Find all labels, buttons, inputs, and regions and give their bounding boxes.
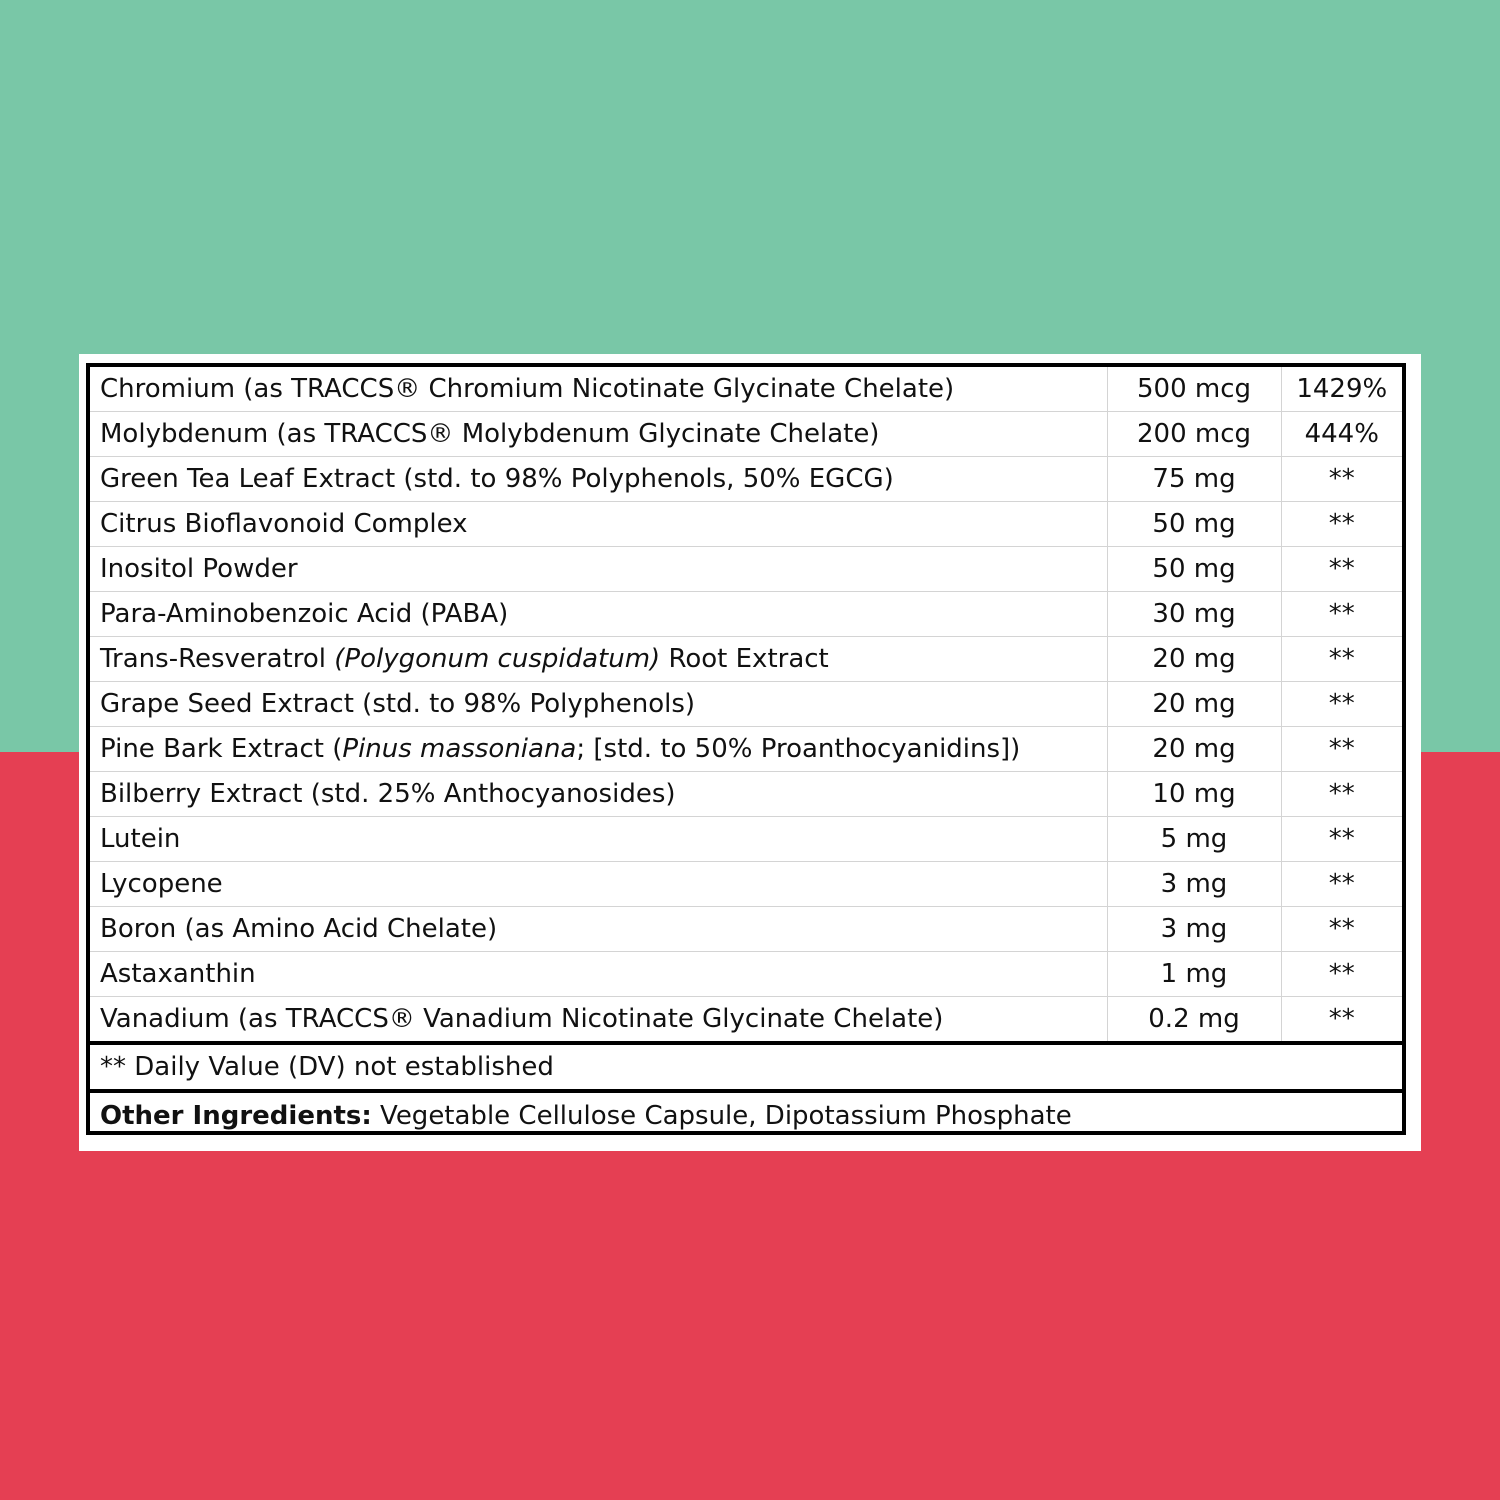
ingredient-amount: 20 mg (1107, 682, 1281, 727)
ingredient-amount: 1 mg (1107, 952, 1281, 997)
ingredient-amount: 20 mg (1107, 727, 1281, 772)
supplement-facts-panel (86, 363, 1406, 1135)
table-row (90, 907, 1402, 952)
name-part: Pine Bark Extract ( (100, 734, 343, 764)
latin-name: (Polygonum cuspidatum) (334, 644, 661, 674)
ingredient-amount: 30 mg (1107, 592, 1281, 637)
ingredient-dv: ** (1281, 592, 1402, 637)
ingredient-amount: 10 mg (1107, 772, 1281, 817)
ingredient-amount: 3 mg (1107, 907, 1281, 952)
name-part: Root Extract (660, 644, 829, 674)
other-ingredients-label: Other Ingredients: (100, 1101, 372, 1131)
ingredient-name: Chromium (as TRACCS® Chromium Nicotinate Glycinate Chelate) (90, 367, 1107, 412)
ingredient-dv: ** (1281, 637, 1402, 682)
ingredient-amount: 500 mcg (1107, 367, 1281, 412)
ingredient-name: Lutein (90, 817, 1107, 862)
ingredient-dv: ** (1281, 502, 1402, 547)
ingredient-name: Citrus Bioflavonoid Complex (90, 502, 1107, 547)
table-row (90, 817, 1402, 862)
table-row (90, 547, 1402, 592)
ingredient-name: Inositol Powder (90, 547, 1107, 592)
ingredient-amount: 5 mg (1107, 817, 1281, 862)
ingredient-name: Bilberry Extract (std. 25% Anthocyanosides) (90, 772, 1107, 817)
table-row (90, 457, 1402, 502)
ingredient-dv: ** (1281, 772, 1402, 817)
name-part: ; [std. to 50% Proanthocyanidins]) (576, 734, 1021, 764)
other-ingredients-text: Vegetable Cellulose Capsule, Dipotassium Phosphate (371, 1101, 1072, 1131)
table-row (90, 412, 1402, 457)
ingredient-dv: ** (1281, 682, 1402, 727)
table-row (90, 367, 1402, 412)
ingredient-amount: 20 mg (1107, 637, 1281, 682)
ingredient-dv: ** (1281, 817, 1402, 862)
table-row (90, 727, 1402, 772)
ingredient-dv: 444% (1281, 412, 1402, 457)
other-ingredients (90, 1093, 1402, 1140)
ingredient-dv: ** (1281, 907, 1402, 952)
ingredient-amount: 50 mg (1107, 547, 1281, 592)
ingredient-dv: ** (1281, 547, 1402, 592)
table-row (90, 637, 1402, 682)
table-row (90, 952, 1402, 997)
ingredient-amount: 75 mg (1107, 457, 1281, 502)
ingredient-name: Vanadium (as TRACCS® Vanadium Nicotinate Glycinate Chelate) (100, 1004, 944, 1034)
table-row (90, 502, 1402, 547)
ingredient-name: Grape Seed Extract (std. to 98% Polyphenols) (90, 682, 1107, 727)
ingredient-name (90, 637, 1107, 682)
ingredient-dv: ** (1281, 727, 1402, 772)
ingredient-dv: ** (1328, 1004, 1355, 1034)
footnote: ** Daily Value (DV) not established (100, 1052, 554, 1082)
ingredients-table (90, 367, 1402, 1041)
ingredient-name: Lycopene (90, 862, 1107, 907)
ingredient-dv: ** (1281, 457, 1402, 502)
table-row (90, 682, 1402, 727)
ingredient-dv: 1429% (1281, 367, 1402, 412)
ingredient-name: Molybdenum (as TRACCS® Molybdenum Glycinate Chelate) (90, 412, 1107, 457)
ingredient-name (90, 727, 1107, 772)
ingredient-amount: 50 mg (1107, 502, 1281, 547)
ingredient-dv: ** (1281, 952, 1402, 997)
table-row (90, 862, 1402, 907)
name-part: Trans-Resveratrol (100, 644, 335, 674)
ingredient-name: Para-Aminobenzoic Acid (PABA) (90, 592, 1107, 637)
table-row (90, 772, 1402, 817)
ingredient-name: Astaxanthin (90, 952, 1107, 997)
ingredient-name: Boron (as Amino Acid Chelate) (90, 907, 1107, 952)
ingredient-amount: 200 mcg (1107, 412, 1281, 457)
table-row (90, 592, 1402, 637)
supplement-facts-card (79, 354, 1421, 1151)
latin-name: Pinus massoniana (342, 734, 577, 764)
ingredient-amount: 3 mg (1107, 862, 1281, 907)
ingredient-name: Green Tea Leaf Extract (std. to 98% Polyphenols, 50% EGCG) (90, 457, 1107, 502)
ingredient-amount: 0.2 mg (1107, 997, 1281, 1042)
ingredient-dv: ** (1281, 862, 1402, 907)
table-row (90, 997, 1402, 1042)
